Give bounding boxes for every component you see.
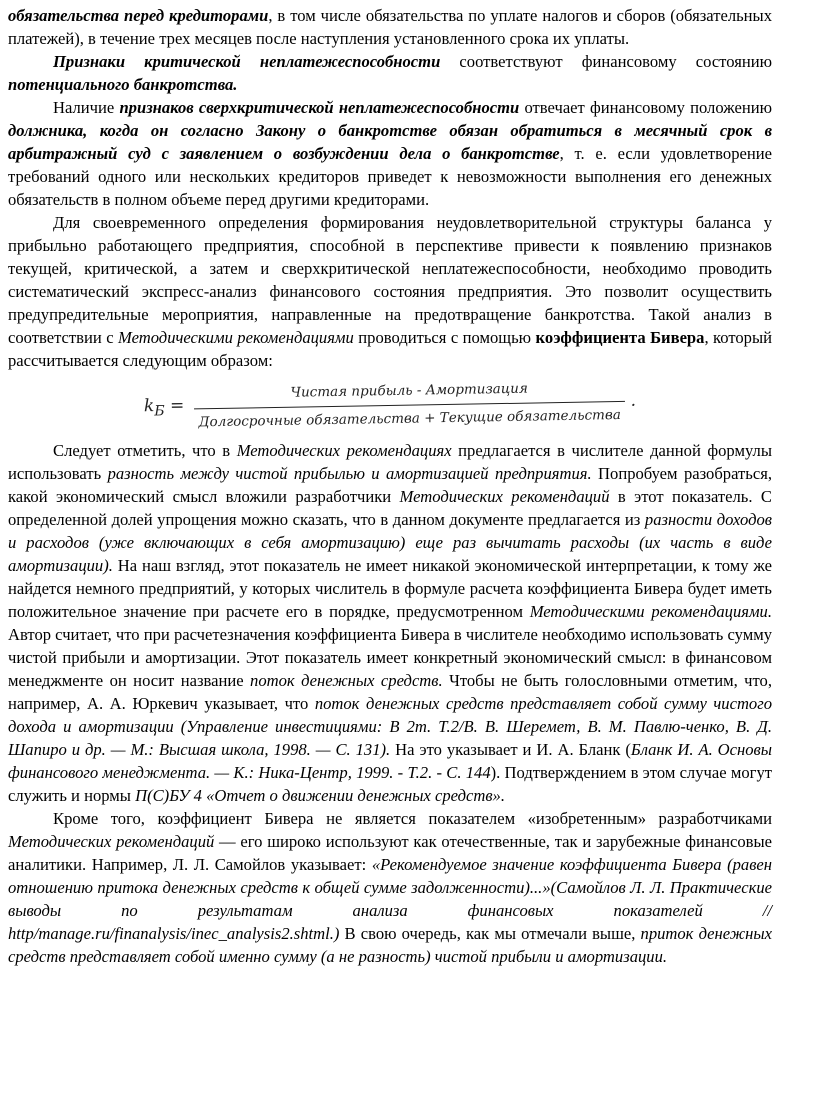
citation-text: «Рекомендуемое значение коэффициента Бивера (равен отношению притока денежных средств к общей сумме задолженности)...»(Самойлов Л. Л. Практические выводы по результатам анализа финансовых показателей // http/manage.ru/finanalysis/inec_analysis2.shtml.) xyxy=(8,855,772,943)
formula-variable: k xyxy=(143,395,155,417)
emphasis-text: признаков сверхкритической неплатежеспособности xyxy=(119,98,520,117)
body-text: , в том числе обязательства по уплате налогов и сборов (обязательных платежей), в течение трех месяцев после наступления установленного срока их уплаты. xyxy=(8,6,773,48)
italic-text: разность между чистой прибылью и амортизацией предприятия. xyxy=(107,464,592,483)
emphasis-text: Признаки критической неплатежеспособности xyxy=(53,52,441,71)
body-text: Чтобы не быть голословными отметим, что, например, А. А. Юркевич указывает, что xyxy=(8,671,772,713)
italic-text: приток денежных средств представляет собой именно сумму (а не разность) чистой прибыли и амортизации. xyxy=(8,924,773,966)
body-text: предлагается в числителе данной формулы использовать xyxy=(8,441,772,483)
emphasis-text: должника, когда он согласно Закону о банкротстве обязан обратиться в месячный срок в арбитражный суд с заявлением о возбуждении дела о банкротстве xyxy=(8,121,772,163)
body-text: На это указывает и И. А. Бланк ( xyxy=(390,740,631,759)
formula-period: . xyxy=(630,390,637,411)
italic-text: Методических рекомендаций xyxy=(8,832,215,851)
italic-text: разности доходов и расходов (уже включающих в себя амортизацию) еще раз вычитать расходы (их часть в виде амортизации). xyxy=(8,510,772,575)
italic-text: Методическими рекомендациями xyxy=(118,328,354,347)
paragraph-beaver-usage xyxy=(8,807,772,968)
formula-lhs xyxy=(144,394,185,423)
body-text: отвечает финансовому положению xyxy=(519,98,772,117)
paragraph-insolvency-obligations xyxy=(8,4,772,50)
paragraph-express-analysis xyxy=(8,211,772,372)
formula-fraction xyxy=(194,375,625,434)
formula-subscript: Б xyxy=(154,403,165,420)
body-text: , т. е. если удовлетворение требований одного или нескольких кредиторов приведет к невозможности выполнения его денежных обязательств в полном объеме перед другими кредиторами. xyxy=(8,144,772,209)
formula-equals: = xyxy=(164,395,185,416)
italic-text: Методическими рекомендациями. xyxy=(529,602,772,621)
body-text: Наличие xyxy=(53,98,120,117)
body-text: — его широко используют как отечественные, так и зарубежные финансовые аналитики. Например, Л. Л. Самойлов указывает: xyxy=(8,832,772,874)
body-text: Следует отметить, что в xyxy=(53,441,237,460)
body-text: ). Подтверждением в этом случае могут служить и нормы xyxy=(8,763,772,805)
body-text: В свою очередь, как мы отмечали выше, xyxy=(339,924,641,943)
bold-text: коэффициента Бивера xyxy=(535,328,705,347)
emphasis-text: потенциального банкротства. xyxy=(8,75,238,94)
italic-text: П(С)БУ 4 «Отчет о движении денежных средств». xyxy=(135,786,506,805)
paragraph-supercritical-insolvency xyxy=(8,96,772,211)
italic-text: поток денежных средств. xyxy=(250,671,443,690)
body-text: , который рассчитывается следующим образом: xyxy=(8,328,773,370)
italic-text: Методических рекомендациях xyxy=(236,441,452,460)
body-text: На наш взгляд, этот показатель не имеет никакой экономической интерпретации, к тому же найдется немного предприятий, у которых числитель в формуле расчета коэффициента Бивера будет иметь положительное значение при расчете его в порядке, предусмотренном xyxy=(8,556,772,621)
body-text: в этот показатель. С определенной долей упрощения можно сказать, что в данном документе предлагается из xyxy=(8,487,772,529)
formula-numerator: Чистая прибыль - Амортизация xyxy=(290,380,528,401)
beaver-coefficient-formula xyxy=(8,370,773,439)
body-text: Кроме того, коэффициент Бивера не является показателем «изобретенным» разработчиками xyxy=(53,809,772,828)
citation-text: поток денежных средств представляет собой сумму чистого дохода и амортизации (Управление инвестициями: В 2т. Т.2/В. В. Шеремет, В. М. Павлю-ченко, В. Д. Шапиро и др. — М.: Высшая школа, 1998. — С. 131). xyxy=(8,694,772,759)
formula-denominator: Долгосрочные обязательства + Текущие обязательства xyxy=(198,406,621,430)
italic-text: Методических рекомендаций xyxy=(399,487,610,506)
paragraph-critical-insolvency xyxy=(8,50,772,96)
body-text: Попробуем разобраться, какой экономический смысл вложили разработчики xyxy=(8,464,772,506)
body-text: Для своевременного определения формирования неудовлетворительной структуры баланса у прибыльно работающего предприятия, способной в перспективе привести к появлению признаков текущей, критической, а затем и сверхкритической неплатежеспособности, необходимо проводить систематический экспресс-анализ финансового состояния предприятия. Это позволит осуществить предупредительные мероприятия, направленные на предотвращение банкротства. Такой анализ в соответствии с xyxy=(8,213,772,347)
paragraph-methodology-critique xyxy=(8,439,772,807)
emphasis-text: обязательства перед кредиторами xyxy=(8,6,269,25)
body-text: соответствуют финансовому состоянию xyxy=(440,52,772,71)
citation-text: Бланк И. А. Основы финансового менеджмента. — К.: Ника-Центр, 1999. - Т.2. - С. 144 xyxy=(8,740,772,782)
body-text: проводиться с помощью xyxy=(353,328,536,347)
body-text: Автор считает, что при расчетезначения коэффициента Бивера в числителе необходимо использовать сумму чистой прибыли и амортизации. Этот показатель имеет конкретный экономический смысл: в финансовом менеджменте он носит название xyxy=(8,625,772,690)
